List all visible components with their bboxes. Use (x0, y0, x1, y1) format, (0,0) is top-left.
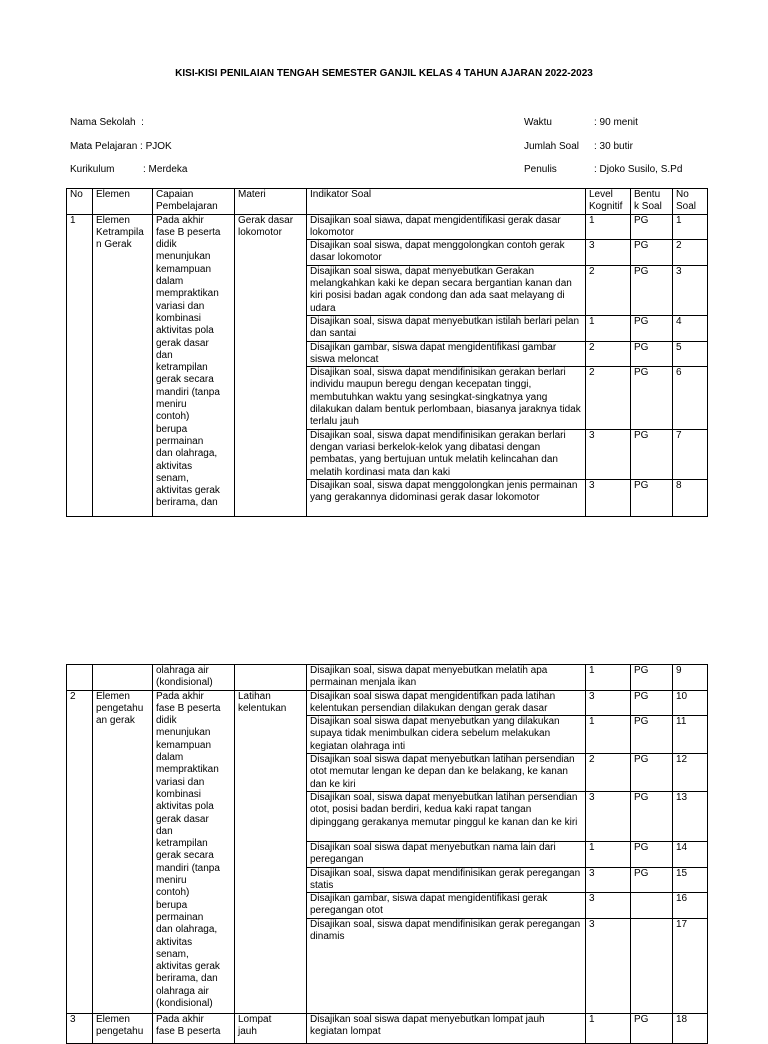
nosoal-cell: 10 (673, 690, 708, 716)
level-cell: 3 (586, 893, 631, 919)
bentuk-cell: PG (631, 479, 673, 516)
bentuk-cell: PG (631, 265, 673, 315)
nosoal-cell: 8 (673, 479, 708, 516)
page-title: KISI-KISI PENILAIAN TENGAH SEMESTER GANJIL KELAS 4 TAHUN AJARAN 2022-2023 (175, 68, 593, 79)
bentuk-cell: PG (631, 754, 673, 792)
bentuk-cell: PG (631, 429, 673, 479)
jumlah-soal-label: Jumlah Soal (524, 141, 580, 152)
nosoal-cell: 14 (673, 841, 708, 867)
nosoal-cell: 1 (673, 214, 708, 240)
indikator-cell: Disajikan soal, siswa dapat mendifinisikan gerakan berlari dengan variasi berkelok-kelok yang dibatasi dengan pembatas, yang bertujuan untuk melatih kelincahan dan melatih kordinasi mata dan kaki (307, 429, 586, 479)
bentuk-cell: PG (631, 315, 673, 341)
level-cell: 3 (586, 429, 631, 479)
capaian-cell: Pada akhir fase B peserta (153, 1013, 235, 1043)
indikator-cell: Disajikan soal siswa dapat menyebutkan nama lain dari peregangan (307, 841, 586, 867)
nosoal-cell: 18 (673, 1013, 708, 1043)
level-cell: 2 (586, 754, 631, 792)
indikator-cell: Disajikan soal, siswa dapat menggolongkan jenis permainan yang gerakannya didominasi gerak dasar lokomotor (307, 479, 586, 516)
table-row (67, 665, 708, 691)
bentuk-cell (631, 918, 673, 1013)
capaian-cell: Pada akhir fase B peserta didik menunjukan kemampuan dalam mempraktikan variasi dan kombinasi aktivitas pola gerak dasar dan ketrampilan gerak secara mandiri (tanpa meniru contoh) berupa permainan dan olahraga, aktivitas senam, aktivitas gerak berirama, dan olahraga air (kondisional) (153, 690, 235, 1013)
level-cell: 3 (586, 240, 631, 266)
level-cell: 3 (586, 479, 631, 516)
elemen-cell: Elemen pengetahu an gerak (93, 690, 153, 1013)
capaian-cell: olahraga air (kondisional) (153, 665, 235, 691)
indikator-cell: Disajikan soal siswa dapat menyebutkan lompat jauh kegiatan lompat (307, 1013, 586, 1043)
bentuk-cell (631, 893, 673, 919)
indikator-cell: Disajikan soal siawa, dapat mengidentifikasi gerak dasar lokomotor (307, 214, 586, 240)
level-cell: 2 (586, 265, 631, 315)
penulis-label: Penulis (524, 164, 557, 175)
level-cell: 1 (586, 665, 631, 691)
nosoal-cell: 16 (673, 893, 708, 919)
level-cell: 1 (586, 315, 631, 341)
nosoal-cell: 4 (673, 315, 708, 341)
nosoal-cell: 15 (673, 867, 708, 893)
bentuk-cell: PG (631, 716, 673, 754)
header-materi: Materi (235, 189, 307, 215)
bentuk-cell: PG (631, 665, 673, 691)
header-capaian: Capaian Pembelajaran (153, 189, 235, 215)
indikator-cell: Disajikan soal, siswa dapat mendifinisikan gerakan berlari individu maupun beregu dengan kecepatan tinggi, membutuhkan waktu yang sesingkat-singkatnya yang dilakukan dalam bentuk perlombaan, biasanya jaraknya tidak terlalu jauh (307, 367, 586, 429)
kisi-kisi-table-page-1 (66, 188, 708, 517)
level-cell: 1 (586, 214, 631, 240)
kurikulum-value: : Merdeka (143, 164, 188, 175)
mata-pelajaran: Mata Pelajaran : PJOK (70, 141, 172, 152)
indikator-cell: Disajikan soal siswa, dapat menggolongkan contoh gerak dasar lokomotor (307, 240, 586, 266)
level-cell: 2 (586, 341, 631, 367)
level-cell: 3 (586, 690, 631, 716)
table-row (67, 214, 708, 240)
table-header-row (67, 189, 708, 215)
bentuk-cell: PG (631, 240, 673, 266)
header-no: No (67, 189, 93, 215)
materi-cell: Latihan kelentukan (235, 690, 307, 1013)
nosoal-cell: 3 (673, 265, 708, 315)
indikator-cell: Disajikan soal, siswa dapat mendifinisikan gerak peregangan statis (307, 867, 586, 893)
nosoal-cell: 11 (673, 716, 708, 754)
penulis-value: : Djoko Susilo, S.Pd (594, 164, 683, 175)
row-number (67, 665, 93, 691)
bentuk-cell: PG (631, 690, 673, 716)
header-bentuk: Bentu k Soal (631, 189, 673, 215)
materi-cell (235, 665, 307, 691)
indikator-cell: Disajikan soal, siswa dapat menyebutkan latihan persendian otot, posisi badan berdiri, kedua kaki rapat tangan dipinggang gerakanya memutar pinggul ke kanan dan ke kiri (307, 791, 586, 841)
elemen-cell: Elemen Ketrampila n Gerak (93, 214, 153, 516)
row-number: 3 (67, 1013, 93, 1043)
nosoal-cell: 9 (673, 665, 708, 691)
materi-cell: Gerak dasar lokomotor (235, 214, 307, 516)
level-cell: 2 (586, 367, 631, 429)
nosoal-cell: 17 (673, 918, 708, 1013)
header-nosoal: No Soal (673, 189, 708, 215)
row-number: 2 (67, 690, 93, 1013)
bentuk-cell: PG (631, 341, 673, 367)
bentuk-cell: PG (631, 867, 673, 893)
level-cell: 3 (586, 867, 631, 893)
bentuk-cell: PG (631, 791, 673, 841)
bentuk-cell: PG (631, 1013, 673, 1043)
indikator-cell: Disajikan soal siswa dapat menyebutkan latihan persendian otot memutar lengan ke depan dan ke belakang, ke kanan dan ke kiri (307, 754, 586, 792)
indikator-cell: Disajikan gambar, siswa dapat mengidentifikasi gerak peregangan otot (307, 893, 586, 919)
indikator-cell: Disajikan soal, siswa dapat menyebutkan istilah berlari pelan dan santai (307, 315, 586, 341)
bentuk-cell: PG (631, 367, 673, 429)
elemen-cell: Elemen pengetahu (93, 1013, 153, 1043)
nosoal-cell: 5 (673, 341, 708, 367)
level-cell: 1 (586, 841, 631, 867)
header-indikator: Indikator Soal (307, 189, 586, 215)
nosoal-cell: 7 (673, 429, 708, 479)
elemen-cell (93, 665, 153, 691)
jumlah-soal-value: : 30 butir (594, 141, 633, 152)
header-level: Level Kognitif (586, 189, 631, 215)
bentuk-cell: PG (631, 214, 673, 240)
table-row (67, 690, 708, 716)
capaian-cell: Pada akhir fase B peserta didik menunjukan kemampuan dalam mempraktikan variasi dan kombinasi aktivitas pola gerak dasar dan ketrampilan gerak secara mandiri (tanpa meniru contoh) berupa permainan dan olahraga, aktivitas senam, aktivitas gerak berirama, dan (153, 214, 235, 516)
indikator-cell: Disajikan gambar, siswa dapat mengidentifikasi gambar siswa meloncat (307, 341, 586, 367)
nosoal-cell: 12 (673, 754, 708, 792)
nama-sekolah: Nama Sekolah : (70, 117, 144, 128)
indikator-cell: Disajikan soal siswa dapat mengidentifkan pada latihan kelentukan persendian dilakukan dengan gerak dasar (307, 690, 586, 716)
level-cell: 1 (586, 716, 631, 754)
nosoal-cell: 2 (673, 240, 708, 266)
indikator-cell: Disajikan soal, siswa dapat mendifinisikan gerak peregangan dinamis (307, 918, 586, 1013)
waktu-label: Waktu (524, 117, 552, 128)
kurikulum-label: Kurikulum (70, 164, 115, 175)
waktu-value: : 90 menit (594, 117, 638, 128)
nosoal-cell: 13 (673, 791, 708, 841)
level-cell: 3 (586, 918, 631, 1013)
indikator-cell: Disajikan soal siswa, dapat menyebutkan Gerakan melangkahkan kaki ke depan secara bergantian kanan dan kiri posisi badan agak condong dan ada saat melayang di udara (307, 265, 586, 315)
level-cell: 1 (586, 1013, 631, 1043)
indikator-cell: Disajikan soal siswa dapat menyebutkan yang dilakukan supaya tidak menimbulkan cidera sebelum melakukan kegiatan olahraga inti (307, 716, 586, 754)
kisi-kisi-table-page-2 (66, 664, 708, 1044)
indikator-cell: Disajikan soal, siswa dapat menyebutkan melatih apa permainan menjala ikan (307, 665, 586, 691)
row-number: 1 (67, 214, 93, 516)
header-elemen: Elemen (93, 189, 153, 215)
level-cell: 3 (586, 791, 631, 841)
materi-cell: Lompat jauh (235, 1013, 307, 1043)
table-row (67, 1013, 708, 1043)
nosoal-cell: 6 (673, 367, 708, 429)
bentuk-cell: PG (631, 841, 673, 867)
